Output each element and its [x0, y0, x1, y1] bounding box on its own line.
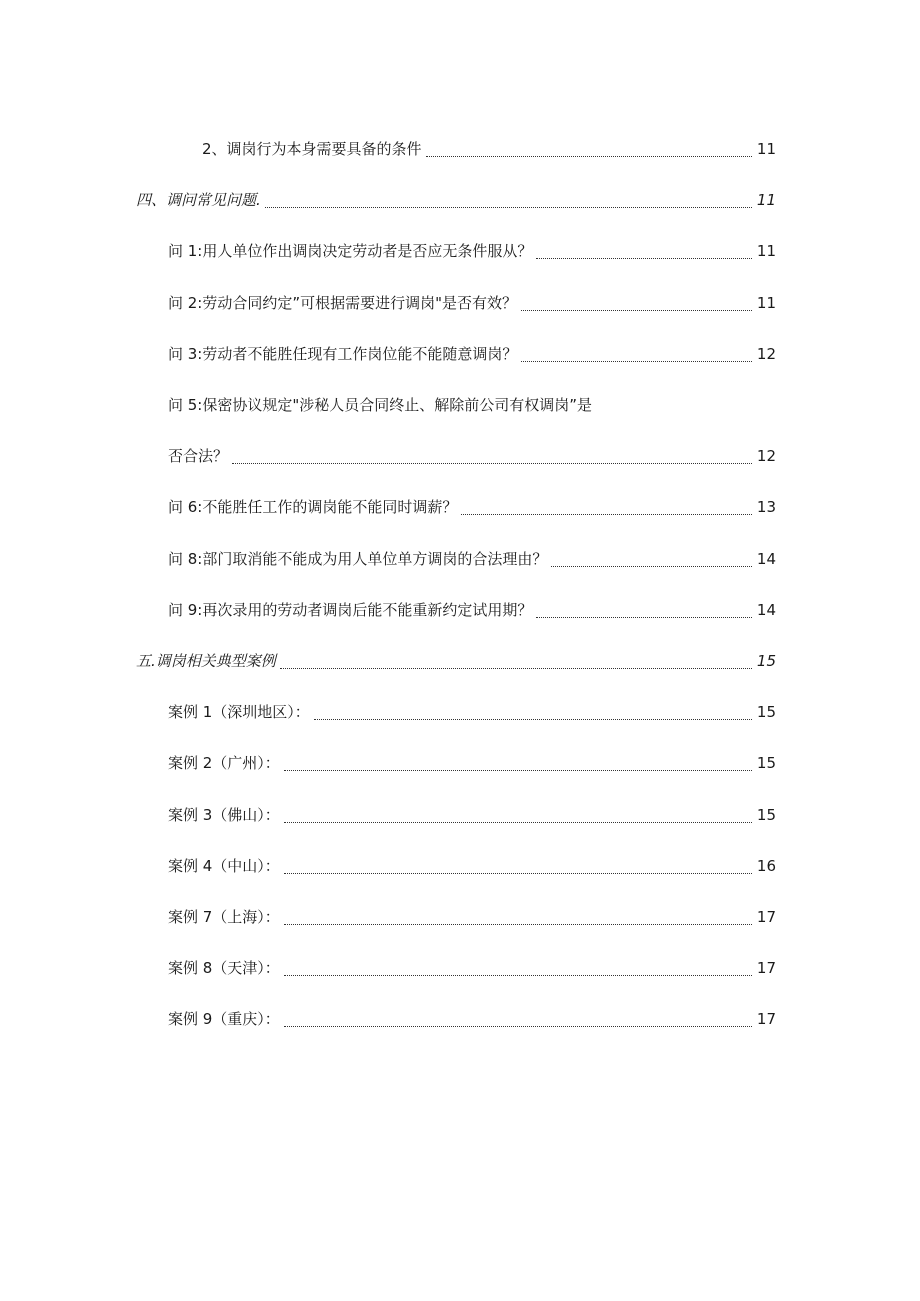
toc-entry-label: 问 2:劳动合同约定”可根据需要进行调岗"是否有效？	[168, 293, 518, 312]
toc-entry[interactable]	[168, 290, 776, 316]
toc-dot-leader	[284, 1008, 752, 1027]
toc-dot-leader	[521, 292, 752, 311]
toc-entry[interactable]	[136, 648, 776, 674]
toc-page-number: 11	[756, 293, 776, 312]
toc-entry[interactable]	[168, 1006, 776, 1032]
toc-dot-leader	[536, 240, 752, 259]
toc-entry-label: 问 3:劳动者不能胜任现有工作岗位能不能随意调岗？	[168, 344, 518, 363]
toc-entry-label: 案例 7（上海）：	[168, 908, 280, 926]
toc-entry[interactable]	[168, 853, 776, 879]
toc-dot-leader	[551, 548, 752, 567]
toc-entry-label: 案例 8（天津）：	[168, 959, 280, 978]
toc-dot-leader	[284, 906, 752, 925]
toc-dot-leader	[284, 957, 752, 976]
toc-page-number: 17	[756, 908, 776, 926]
toc-entry-label: 五.调岗相关典型案例	[136, 652, 276, 670]
toc-entry[interactable]	[168, 955, 776, 981]
toc-page-number: 15	[756, 754, 776, 773]
toc-entry[interactable]	[168, 904, 776, 930]
toc-entry-label: 案例 3（佛山）：	[168, 805, 280, 824]
toc-page-number: 12	[756, 344, 776, 363]
toc-page-number: 11	[756, 191, 776, 210]
toc-entry[interactable]	[168, 546, 776, 572]
toc-dot-leader	[284, 855, 752, 874]
toc-entry-label: 问 6:不能胜任工作的调岗能不能同时调薪？	[168, 498, 458, 517]
toc-entry-label: 问 8:部门取消能不能成为用人单位单方调岗的合法理由？	[168, 549, 548, 568]
toc-page-number: 13	[756, 498, 776, 517]
toc-page-number: 11	[756, 140, 776, 158]
toc-entry[interactable]	[202, 136, 776, 162]
toc-dot-leader	[232, 445, 752, 464]
toc-page-number: 16	[756, 856, 776, 875]
toc-page-number: 11	[756, 242, 776, 261]
toc-entry-label: 否合法？	[168, 447, 229, 466]
toc-dot-leader	[284, 804, 752, 823]
toc-entry[interactable]	[168, 392, 592, 418]
toc-dot-leader	[280, 650, 752, 669]
toc-entry[interactable]	[168, 750, 776, 776]
toc-entry[interactable]	[168, 802, 776, 828]
toc-entry[interactable]	[168, 597, 776, 623]
toc-entry-label: 案例 9（重庆）：	[168, 1010, 280, 1029]
toc-page-number: 14	[756, 549, 776, 568]
toc-dot-leader	[265, 189, 752, 208]
toc-entry-label: 2、调岗行为本身需要具备的条件	[202, 140, 422, 158]
toc-entry-label: 案例 1（深圳地区）：	[168, 703, 310, 722]
toc-dot-leader	[284, 752, 752, 771]
toc-entry-label: 问 9:再次录用的劳动者调岗后能不能重新约定试用期？	[168, 600, 533, 619]
toc-dot-leader	[521, 343, 752, 362]
toc-entry-label: 案例 4（中山）：	[168, 856, 280, 875]
toc-dot-leader	[314, 701, 752, 720]
toc-entry[interactable]	[168, 341, 776, 367]
toc-dot-leader	[426, 138, 752, 157]
toc-entry[interactable]	[168, 443, 776, 469]
toc-entry[interactable]	[136, 187, 776, 213]
toc-entry[interactable]	[168, 238, 776, 264]
toc-page-number: 15	[756, 805, 776, 824]
toc-page-number: 17	[756, 959, 776, 978]
toc-dot-leader	[461, 496, 752, 515]
toc-entry-label: 案例 2（广州）：	[168, 754, 280, 773]
toc-page-number: 15	[756, 703, 776, 722]
toc-page-number: 15	[756, 652, 776, 670]
toc-page-number: 12	[756, 447, 776, 466]
toc-entry[interactable]	[168, 494, 776, 520]
toc-page-number: 14	[756, 600, 776, 619]
toc-dot-leader	[536, 599, 752, 618]
toc-page-number: 17	[756, 1010, 776, 1029]
toc-entry-label: 四、调问常见问题.	[136, 191, 261, 210]
toc-entry-label: 问 1:用人单位作出调岗决定劳动者是否应无条件服从？	[168, 242, 533, 261]
toc-entry-label: 问 5:保密协议规定"涉秘人员合同终止、解除前公司有权调岗”是	[168, 396, 593, 414]
toc-entry[interactable]	[168, 699, 776, 725]
